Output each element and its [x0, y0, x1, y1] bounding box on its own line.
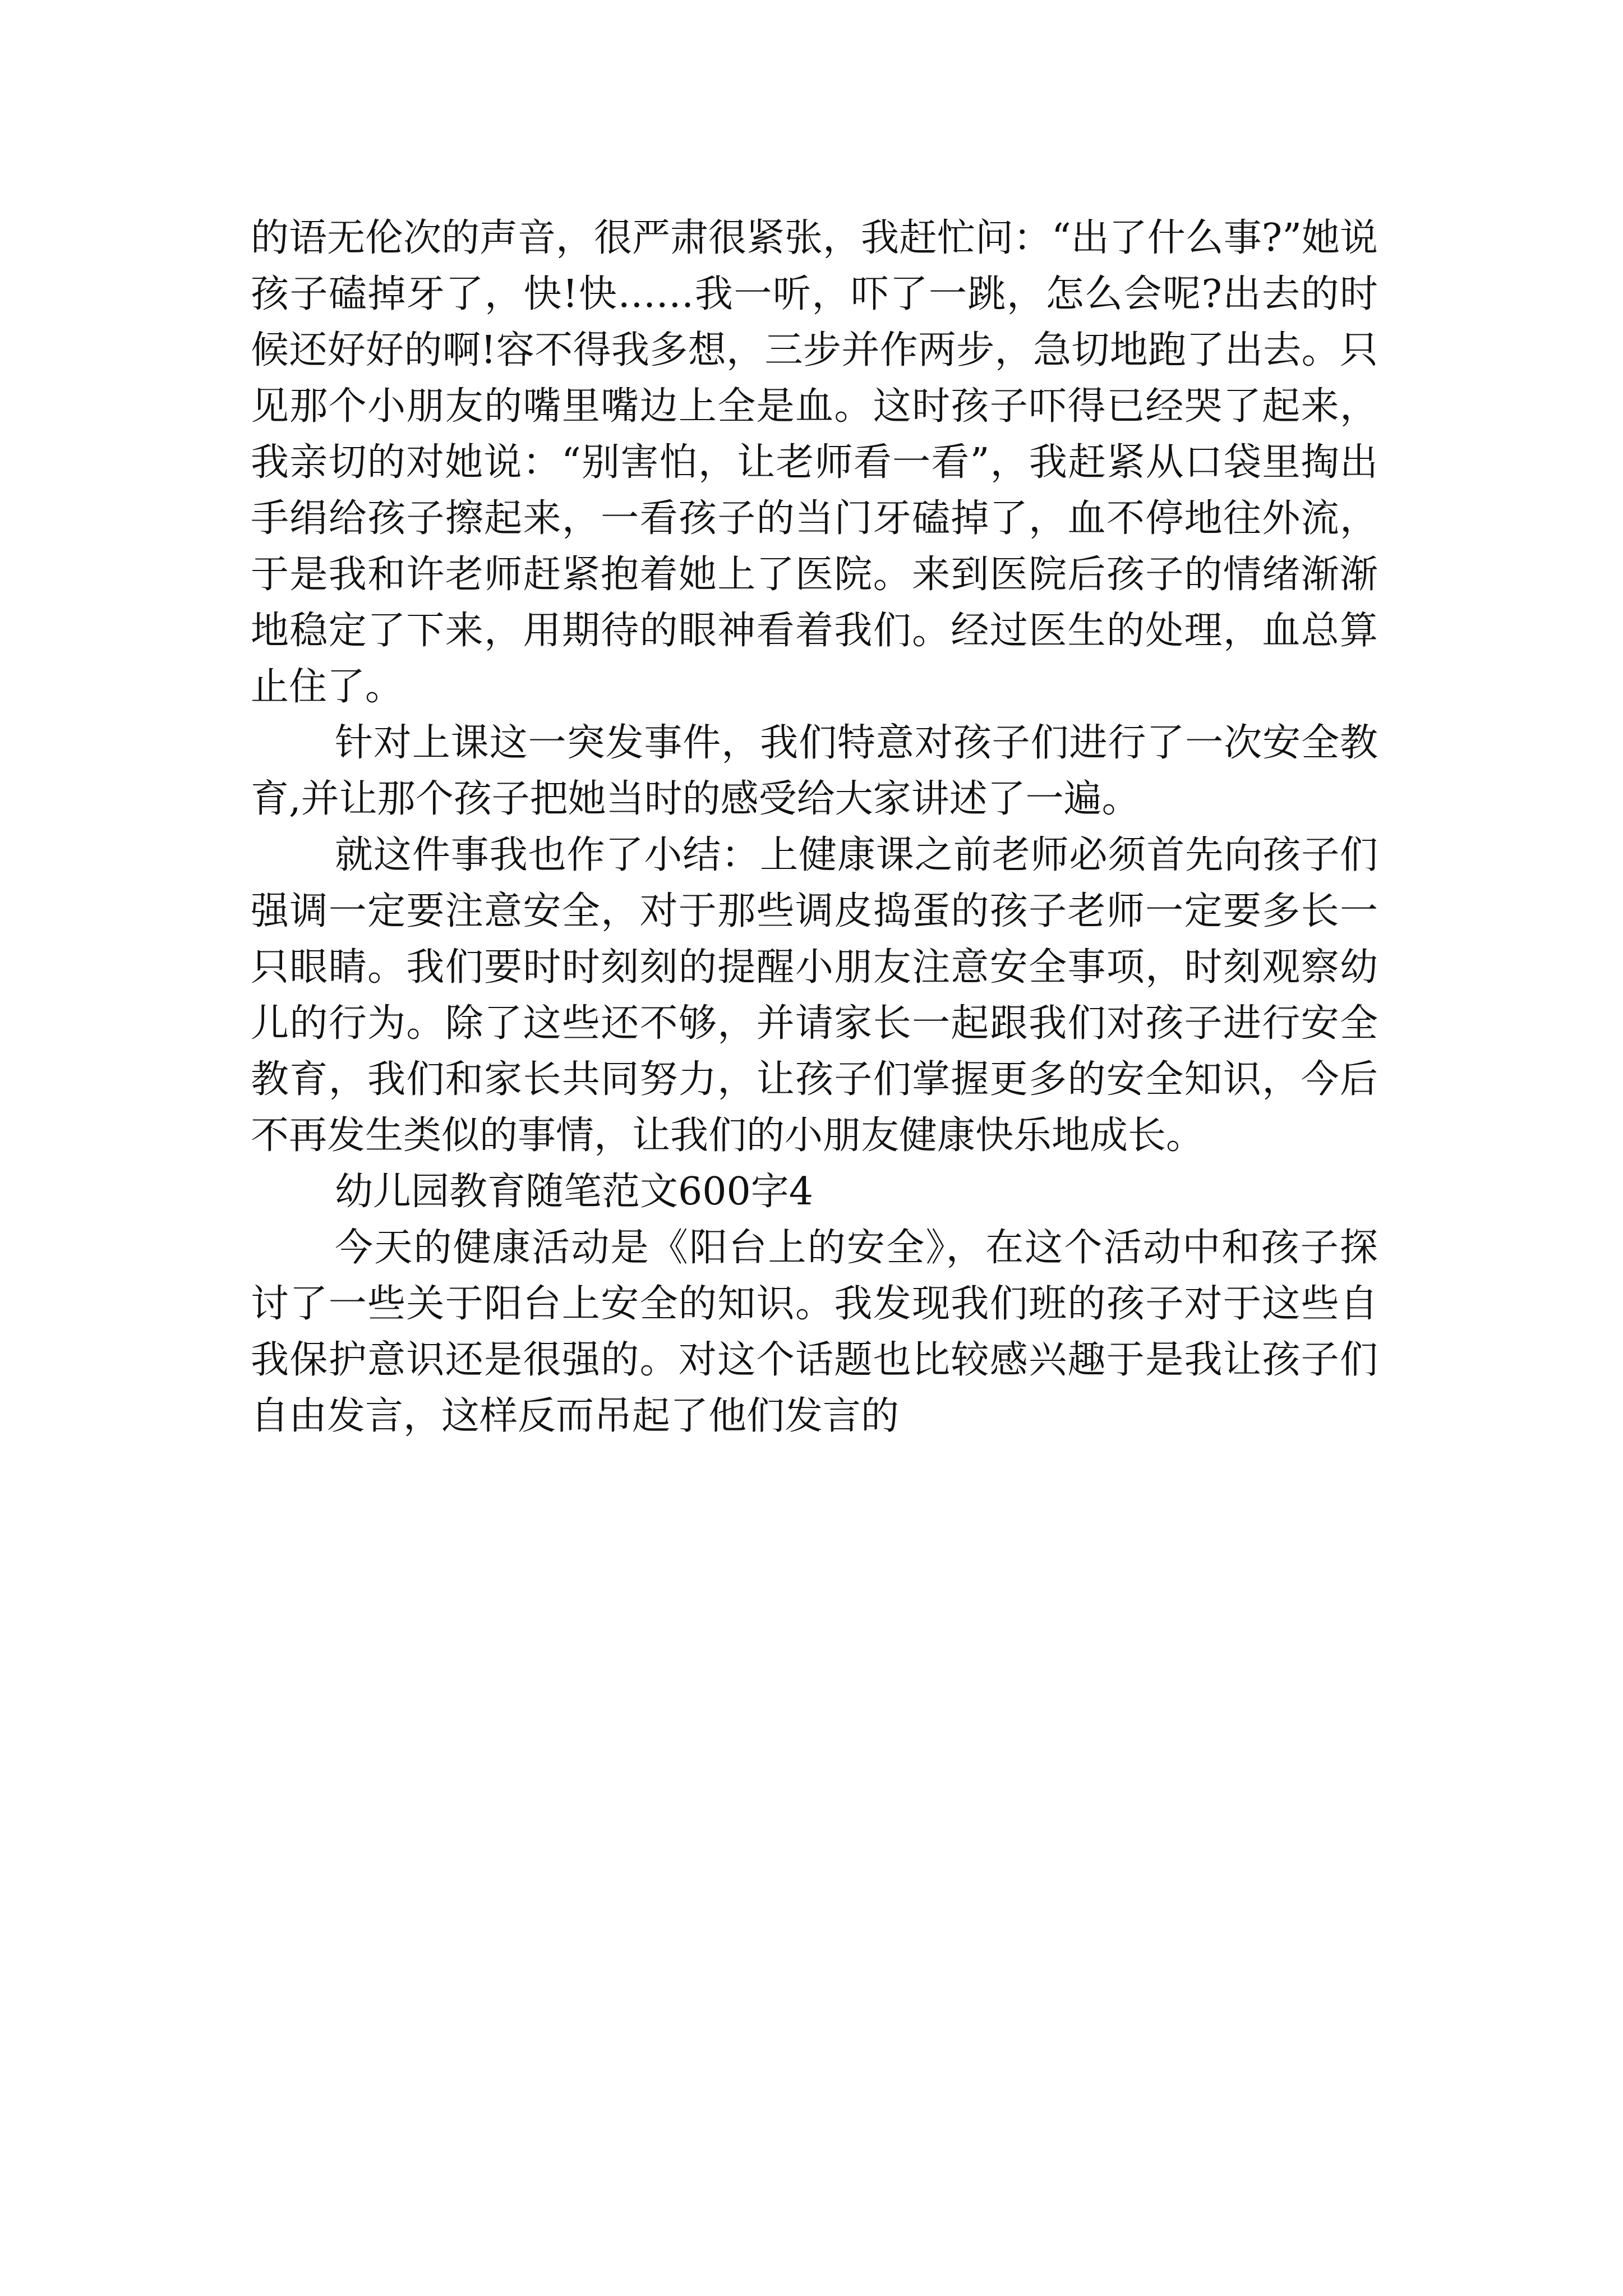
- paragraph-incident: 的语无伦次的声音，很严肃很紧张，我赶忙问：“出了什么事?”她说孩子磕掉牙了，快!快……我一听，吓了一跳，怎么会呢?出去的时候还好好的啊!容不得我多想，三步并作两步，急切地跑了出去。只见那个小朋友的嘴里嘴边上全是血。这时孩子吓得已经哭了起来，我亲切的对她说：“别害怕，让老师看一看”，我赶紧从口袋里掏出手绢给孩子擦起来，一看孩子的当门牙磕掉了，血不停地往外流，于是我和许老师赶紧抱着她上了医院。来到医院后孩子的情绪渐渐地稳定了下来，用期待的眼神看着我们。经过医生的处理，血总算止住了。: [251, 216, 1378, 709]
- paragraph-safety-education: 针对上课这一突发事件，我们特意对孩子们进行了一次安全教育,并让那个孩子把她当时的感受给大家讲述了一遍。: [251, 721, 1378, 821]
- paragraph-summary: 就这件事我也作了小结：上健康课之前老师必须首先向孩子们强调一定要注意安全，对于那些调皮捣蛋的孩子老师一定要多长一只眼睛。我们要时时刻刻的提醒小朋友注意安全事项，时刻观察幼儿的行为。除了这些还不够，并请家长一起跟我们对孩子进行安全教育，我们和家长共同努力，让孩子们掌握更多的安全知识，今后不再发生类似的事情，让我们的小朋友健康快乐地成长。: [251, 833, 1378, 1158]
- document-body: [251, 210, 1378, 1444]
- section-heading: 幼儿园教育随笔范文600字4: [335, 1170, 814, 1214]
- paragraph-balcony-safety: 今天的健康活动是《阳台上的安全》，在这个活动中和孩子探讨了一些关于阳台上安全的知识。我发现我们班的孩子对于这些自我保护意识还是很强的。对这个话题也比较感兴趣于是我让孩子们自由发言，这样反而吊起了他们发言的: [251, 1226, 1378, 1438]
